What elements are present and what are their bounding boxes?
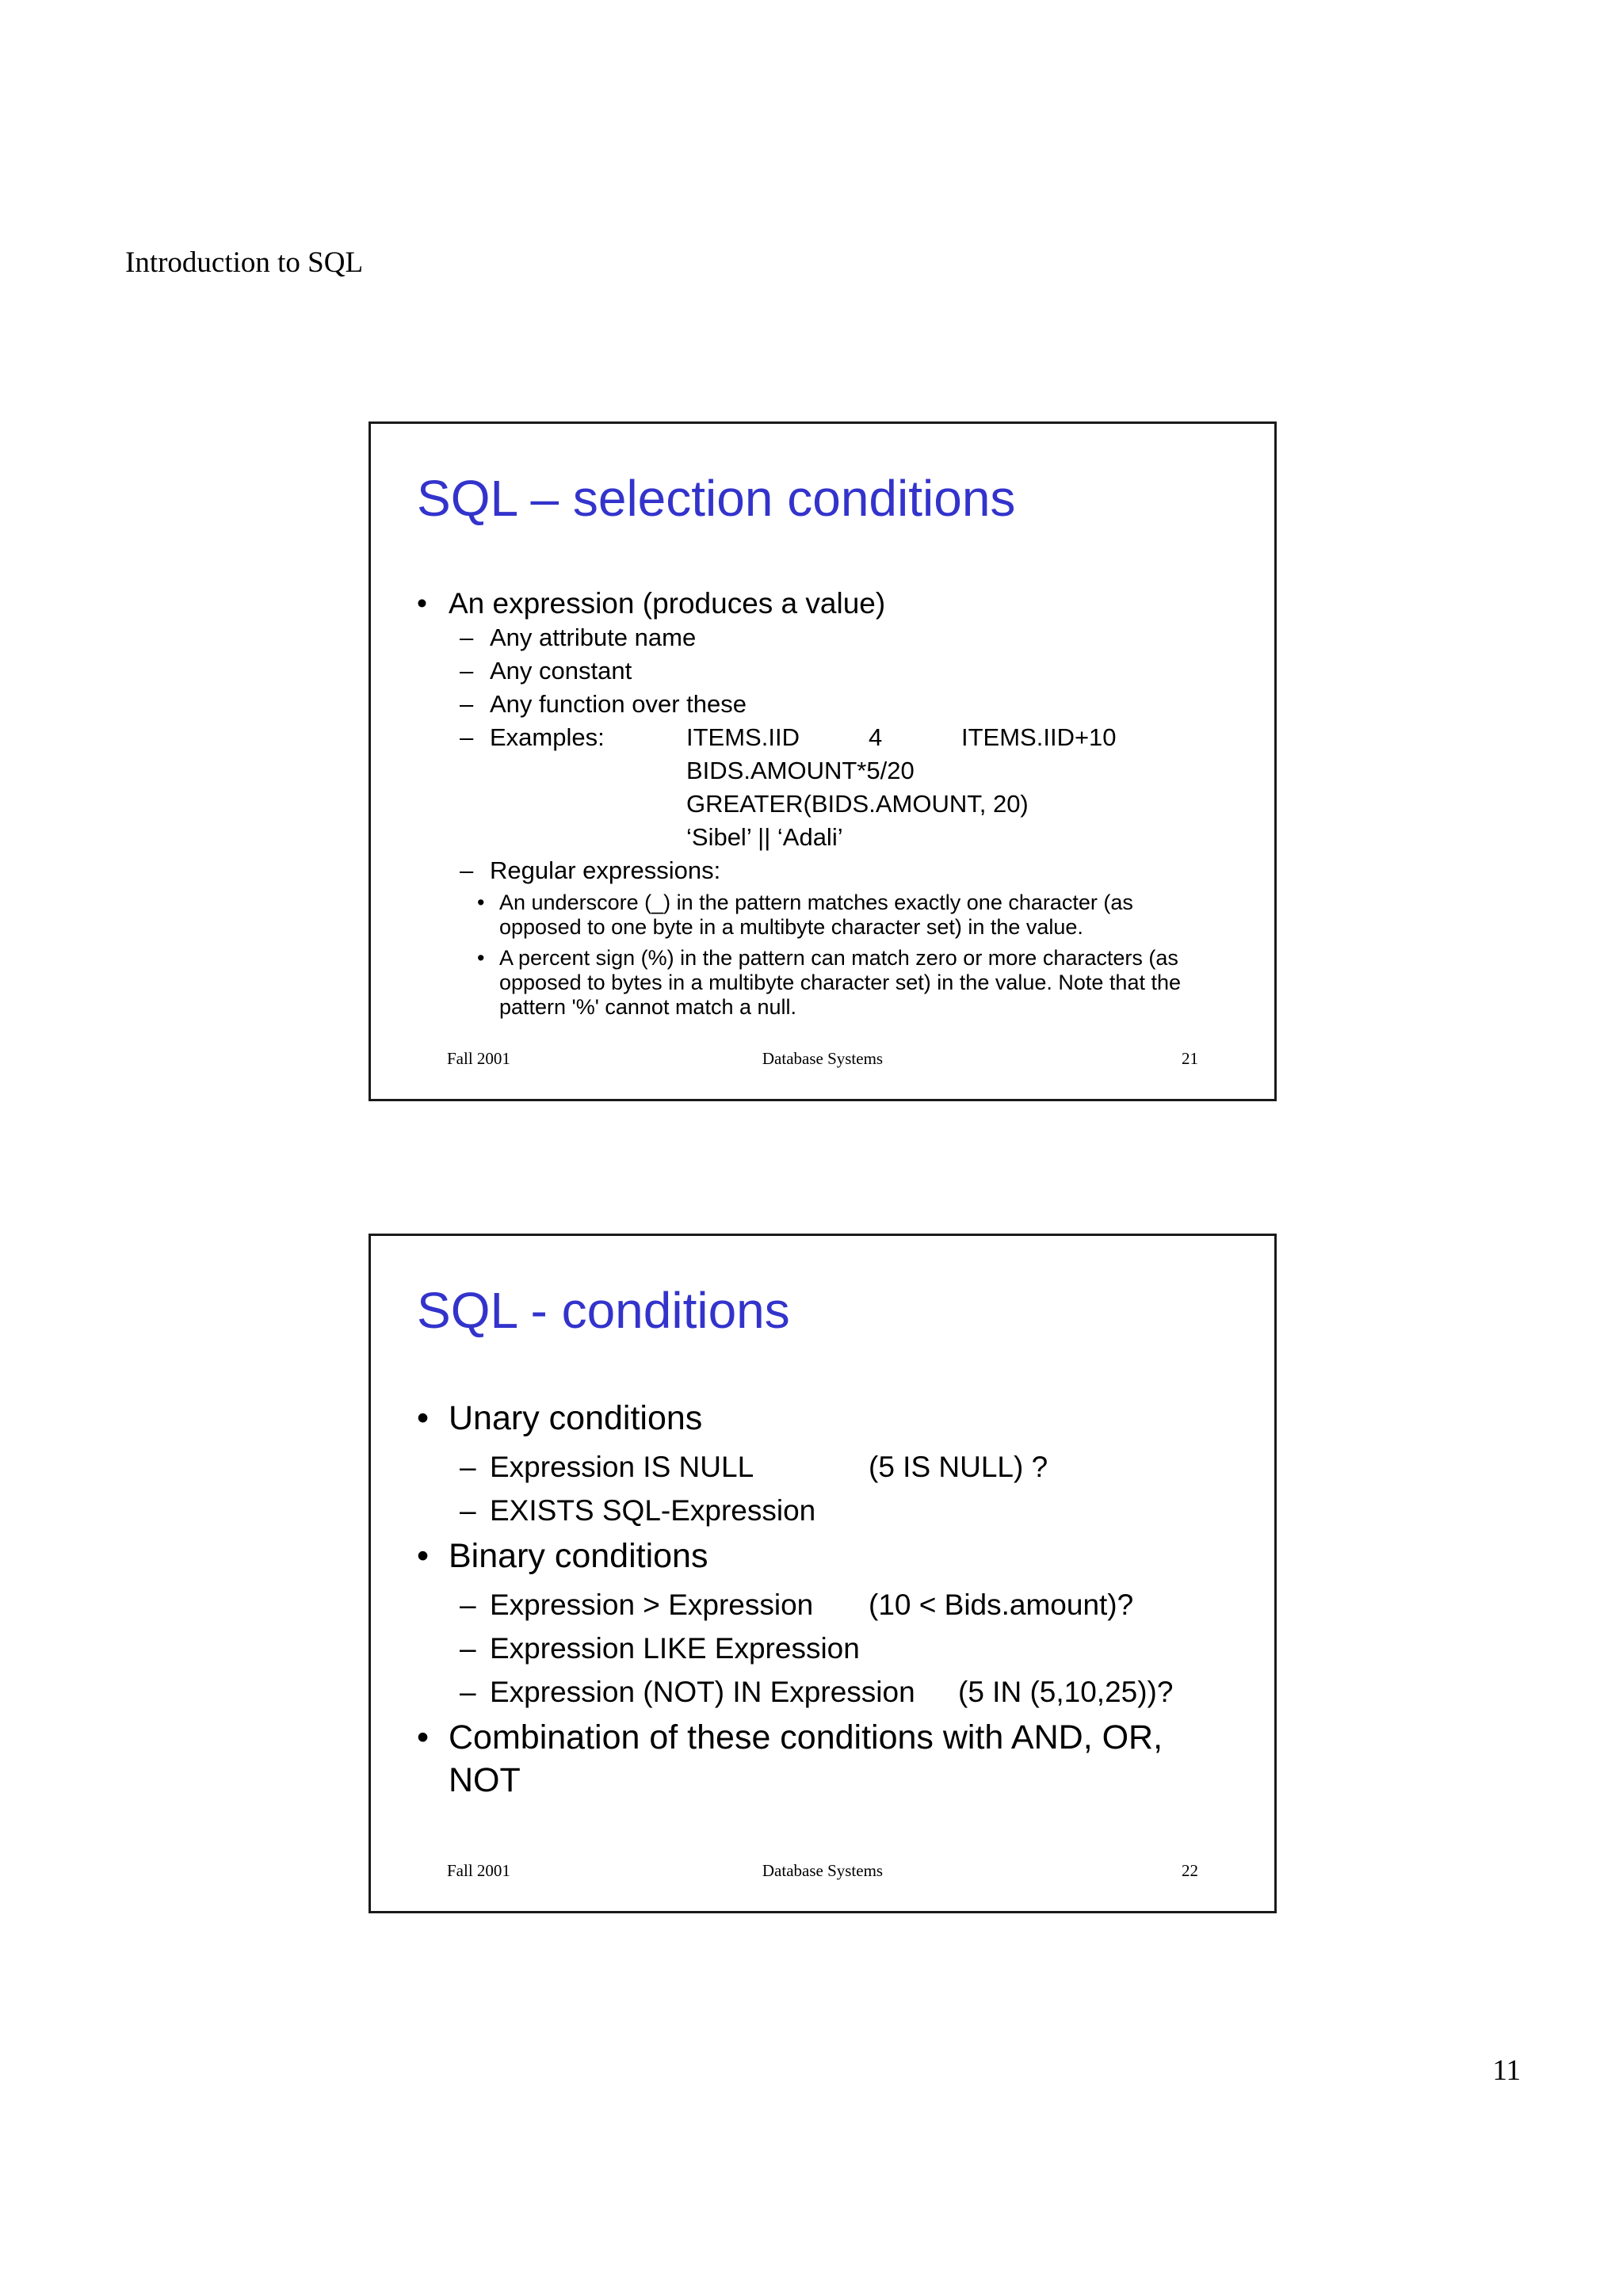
footer-slide-number: 21 [1182,1049,1198,1068]
sub-item [460,692,747,716]
bullet-marker: • [417,1399,430,1437]
sub-item [460,658,632,683]
examples-row [460,725,605,749]
sub-item-text: Any constant [490,657,632,685]
regex-rule-text: A percent sign (%) in the pattern can match zero or more characters (as opposed to bytes in a multibyte character set) in the value. Note that the pattern '%' cannot match a null. [499,946,1181,1019]
footer-course: Database Systems [762,1861,884,1880]
regex-rule [477,946,1197,1020]
sub-item-text: Expression IS NULL [490,1451,754,1483]
bullet-continuation: NOT [449,1761,521,1799]
example-expression: ‘Sibel’ || ‘Adali’ [686,823,843,851]
slide-22 [369,1234,1277,1913]
dash-marker: – [460,1589,476,1621]
footer-term: Fall 2001 [447,1049,510,1068]
sub-item-text: Regular expressions: [490,856,721,884]
sub-item [460,1677,915,1707]
sub-item-text: Any attribute name [490,624,697,651]
dash-marker: – [460,690,474,718]
sub-item [460,625,696,650]
footer-course: Database Systems [762,1049,884,1068]
slide-title: SQL - conditions [417,1282,790,1339]
dash-marker: – [460,1676,476,1708]
bullet-combination [417,1718,1163,1756]
regex-rule-text: An underscore (_) in the pattern matches exactly one character (as opposed to one byte in a multibyte character set) in the value. [499,891,1133,939]
sub-item [460,1634,860,1663]
example-expression: BIDS.AMOUNT*5/20 [686,757,915,784]
bullet-marker: • [417,587,427,620]
regex-heading [460,858,720,883]
sub-item [460,1590,813,1619]
bullet-text: Binary conditions [449,1537,708,1575]
dash-marker: – [460,624,474,651]
footer-slide-number: 22 [1182,1861,1198,1880]
examples-label: Examples: [490,723,605,751]
sub-item-text: Expression > Expression [490,1589,814,1621]
bullet-text: Unary conditions [449,1399,703,1437]
sub-item-text: Any function over these [490,690,747,718]
bullet-marker: • [417,1718,430,1756]
example-expression: ITEMS.IID [686,723,800,751]
bullet-unary [417,1399,703,1437]
dot-marker: • [477,891,485,914]
sub-item-text: Expression LIKE Expression [490,1632,860,1665]
dash-marker: – [460,856,474,884]
bullet-marker: • [417,1537,430,1575]
dash-marker: – [460,1451,476,1483]
condition-example: (10 < Bids.amount)? [869,1589,1134,1621]
sub-item-text: EXISTS SQL-Expression [490,1494,816,1527]
example-expression: GREATER(BIDS.AMOUNT, 20) [686,790,1029,818]
bullet-text: An expression (produces a value) [449,587,886,620]
example-expression: 4 [869,723,883,751]
regex-rule [477,891,1181,940]
dash-marker: – [460,1632,476,1665]
slide-title: SQL – selection conditions [417,470,1016,527]
slide-21 [369,421,1277,1101]
condition-example: (5 IN (5,10,25))? [958,1676,1174,1708]
sub-item [460,1452,754,1482]
footer-term: Fall 2001 [447,1861,510,1880]
dash-marker: – [460,657,474,685]
page-number: 11 [1492,2054,1521,2087]
example-expression: ITEMS.IID+10 [961,723,1117,751]
dot-marker: • [477,946,485,970]
sub-item [460,1496,815,1525]
condition-example: (5 IS NULL) ? [869,1451,1048,1483]
dash-marker: – [460,723,474,751]
page-header: Introduction to SQL [125,246,364,279]
bullet-text: Combination of these conditions with AND, OR, [449,1718,1163,1756]
sub-item-text: Expression (NOT) IN Expression [490,1676,915,1708]
dash-marker: – [460,1494,476,1527]
bullet-expression [417,589,885,618]
bullet-binary [417,1539,708,1573]
